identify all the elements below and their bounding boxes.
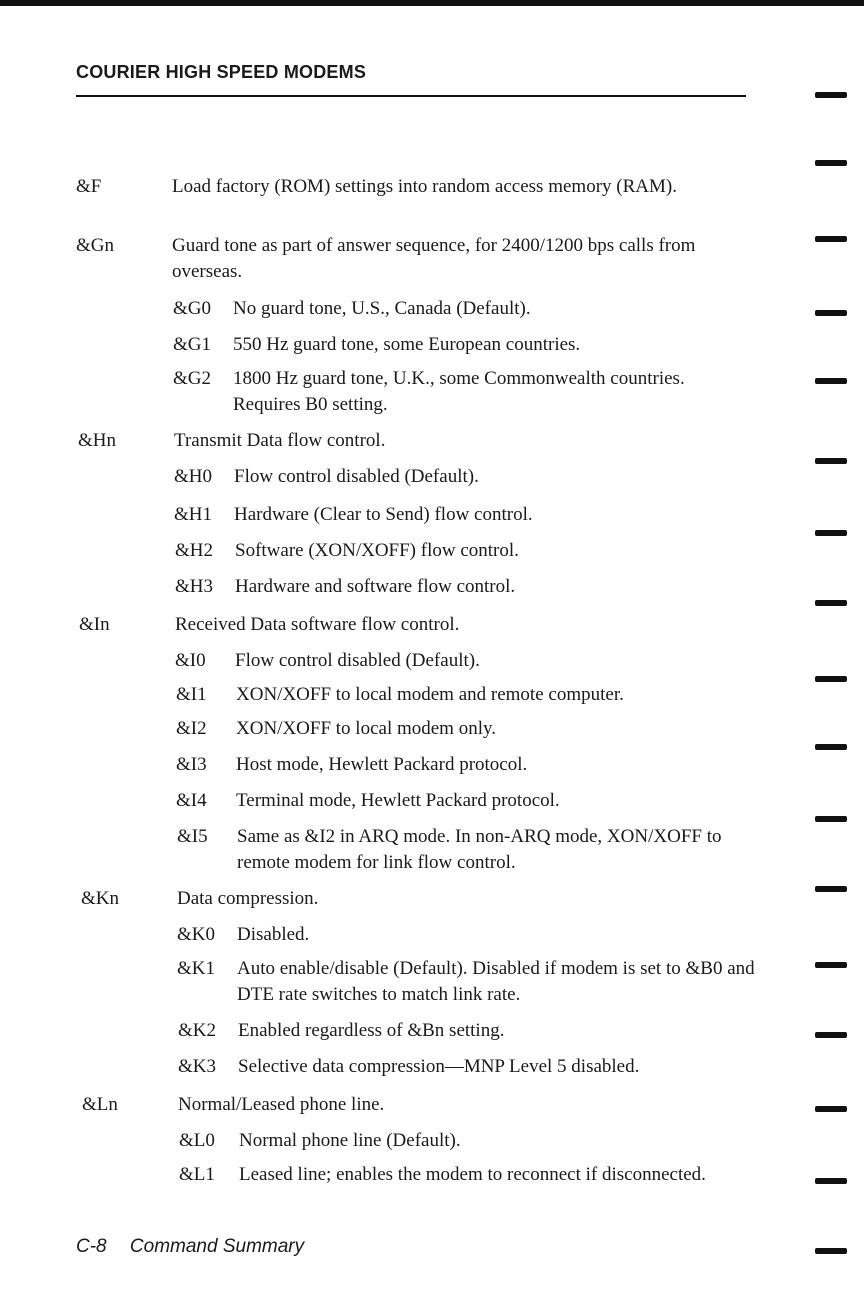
- option-description: XON/XOFF to local modem only.: [236, 718, 497, 739]
- option-code: &H2: [175, 540, 213, 561]
- option-code: &K2: [178, 1020, 216, 1041]
- option-description: Flow control disabled (Default).: [235, 650, 480, 671]
- option-code: &L1: [179, 1164, 215, 1185]
- command-code: &In: [79, 614, 110, 635]
- command-description: Data compression.: [177, 888, 319, 909]
- option-description: Normal phone line (Default).: [239, 1130, 461, 1151]
- option-description: 1800 Hz guard tone, U.K., some Commonwealth countries. Requires B0 setting.: [233, 368, 685, 415]
- option-description: Flow control disabled (Default).: [234, 466, 479, 487]
- option-description: XON/XOFF to local modem and remote computer.: [236, 684, 624, 705]
- option-description: Host mode, Hewlett Packard protocol.: [236, 754, 528, 775]
- option-code: &I4: [176, 790, 207, 811]
- option-code: &H0: [174, 466, 212, 487]
- option-code: &K0: [177, 924, 215, 945]
- page-footer: [76, 1236, 304, 1258]
- page-number: C-8: [76, 1236, 107, 1257]
- option-code: &G2: [173, 368, 211, 389]
- option-code: &I1: [176, 684, 207, 705]
- option-description: Hardware (Clear to Send) flow control.: [234, 504, 533, 525]
- option-description: Hardware and software flow control.: [235, 576, 516, 597]
- option-code: &I2: [176, 718, 207, 739]
- option-code: &G0: [173, 298, 211, 319]
- command-code: &Gn: [76, 235, 114, 256]
- option-description: Auto enable/disable (Default). Disabled if modem is set to &B0 and DTE rate switches to match link rate.: [237, 958, 755, 1005]
- option-description: Software (XON/XOFF) flow control.: [235, 540, 519, 561]
- command-description: Normal/Leased phone line.: [178, 1094, 385, 1115]
- option-code: &H3: [175, 576, 213, 597]
- option-description: No guard tone, U.S., Canada (Default).: [233, 298, 531, 319]
- command-code: &Hn: [78, 430, 116, 451]
- option-description: Leased line; enables the modem to reconnect if disconnected.: [239, 1164, 706, 1185]
- option-code: &I5: [177, 826, 208, 847]
- option-code: &I3: [176, 754, 207, 775]
- option-code: &K3: [178, 1056, 216, 1077]
- option-description: Enabled regardless of &Bn setting.: [238, 1020, 505, 1041]
- option-description: Terminal mode, Hewlett Packard protocol.: [236, 790, 560, 811]
- command-code: &F: [76, 176, 102, 197]
- command-code: &Ln: [82, 1094, 118, 1115]
- page-header-title: COURIER HIGH SPEED MODEMS: [76, 62, 367, 82]
- command-description: Received Data software flow control.: [175, 614, 460, 635]
- option-description: Selective data compression—MNP Level 5 disabled.: [238, 1056, 640, 1077]
- command-description: Guard tone as part of answer sequence, for 2400/1200 bps calls from overseas.: [172, 235, 696, 282]
- option-description: Disabled.: [237, 924, 310, 945]
- option-code: &K1: [177, 958, 215, 979]
- command-description: Load factory (ROM) settings into random access memory (RAM).: [172, 176, 677, 197]
- option-code: &G1: [173, 334, 211, 355]
- option-code: &I0: [175, 650, 206, 671]
- section-name: Command Summary: [129, 1236, 305, 1257]
- option-code: &L0: [179, 1130, 215, 1151]
- option-description: 550 Hz guard tone, some European countries.: [233, 334, 581, 355]
- command-description: Transmit Data flow control.: [174, 430, 386, 451]
- command-code: &Kn: [81, 888, 119, 909]
- option-code: &H1: [174, 504, 212, 525]
- option-description: Same as &I2 in ARQ mode. In non-ARQ mode, XON/XOFF to remote modem for link flow control.: [237, 826, 722, 873]
